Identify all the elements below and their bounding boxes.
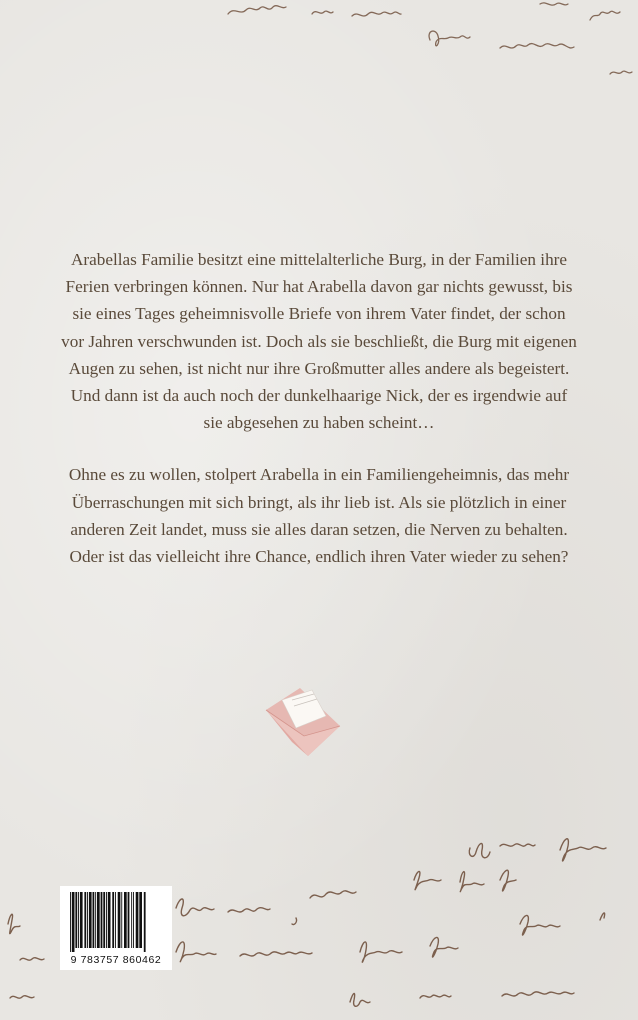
barcode-bar xyxy=(103,892,105,948)
barcode-bar xyxy=(84,892,86,948)
barcode-bar xyxy=(70,892,71,952)
barcode-bar xyxy=(106,892,107,948)
back-cover-blurb xyxy=(60,246,578,595)
barcode-bar xyxy=(131,892,132,948)
barcode-bars xyxy=(66,892,166,952)
blurb-paragraph-1: Arabellas Familie besitzt eine mittelalterliche Burg, in der Familien ihre Ferien verbringen können. Nur hat Arabella davon gar nichts gewusst, bis sie eines Tages geheimnisvolle Briefe von ihrem Vater findet, der schon vor Jahren verschwunden ist. Doch als sie beschließt, die Burg mit eigenen Augen zu sehen, ist nicht nur ihre Großmutter alles andere als begeistert. Und dann ist da auch noch der dunkelhaarige Nick, der es irgendwie auf sie abgesehen zu haben scheint… xyxy=(61,250,577,433)
barcode-bar xyxy=(95,892,96,948)
barcode-bar xyxy=(136,892,139,948)
isbn-barcode xyxy=(60,886,172,970)
envelope-icon xyxy=(262,686,342,758)
barcode-bar xyxy=(115,892,116,948)
barcode-bar xyxy=(133,892,134,948)
barcode-bar xyxy=(128,892,130,948)
barcode-bar xyxy=(112,892,114,948)
barcode-bar xyxy=(144,892,146,952)
barcode-bar xyxy=(108,892,111,948)
blurb-paragraph-2: Ohne es zu wollen, stolpert Arabella in ein Familiengeheimnis, das mehr Überraschungen mit sich bringt, als ihr lieb ist. Als sie plötzlich in einer anderen Zeit landet, muss sie alles daran setzen, die Nerven zu behalten. Oder ist das vielleicht ihre Chance, endlich ihren Vater wieder zu sehen? xyxy=(68,465,570,567)
barcode-bar xyxy=(80,892,83,948)
barcode-bar xyxy=(75,892,77,948)
barcode-bar xyxy=(78,892,79,948)
barcode-bar xyxy=(89,892,92,948)
barcode-bar xyxy=(139,892,142,948)
barcode-bar xyxy=(97,892,100,948)
barcode-bar xyxy=(118,892,121,948)
barcode-bar xyxy=(72,892,75,952)
barcode-bar xyxy=(87,892,88,948)
isbn-number: 9 783757 860462 xyxy=(70,954,162,966)
barcode-bar xyxy=(93,892,95,948)
barcode-bar xyxy=(121,892,122,948)
barcode-bar xyxy=(124,892,127,948)
barcode-bar xyxy=(101,892,103,948)
